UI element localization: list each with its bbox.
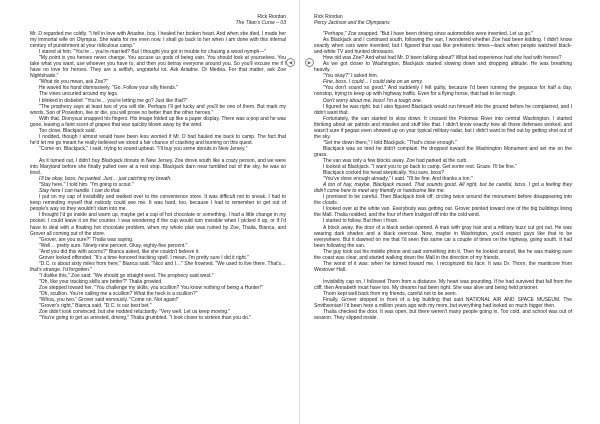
left-running-head: [30, 14, 286, 26]
paragraph: I started to follow. But then I froze.: [323, 218, 399, 225]
paragraph: "Whoa, you two," Grover said nervously. "Come on. Not again!": [39, 297, 179, 304]
left-page-body: [30, 31, 286, 321]
paragraph: "Set me down there," I told Blackjack. "That's close enough.": [323, 139, 457, 146]
paragraph: Grover looked offended. "It's a time-honored tracking spell. I mean, I'm pretty sure I did it right.": [39, 254, 249, 261]
paragraph: I thought I'd go inside and warm up, maybe get a cup of hot chocolate or something. I had a little change in my pocket. I could leave it on the counter. I was wondering if the cup would turn invisible when I picked it up, or if I'd have to deal with a floating hot chocolate problem, when my whole plan was ruined by Zoe, Thalia, Bianca, and Grover all coming out of the store.: [30, 212, 286, 237]
paragraph: Blackjack was so tired he didn't complain. He dropped toward the Washington Monument and set me on the grass.: [314, 145, 572, 158]
paragraph: I promised to be careful. Then Blackjack took off, circling twice around the monument before disappearing into the clouds.: [314, 194, 572, 207]
paragraph: "I dislike this," Zoe said. "We should go straight west. The prophecy said west.": [39, 272, 214, 279]
paragraph: I nodded, though I almost would have been less worried if Mr. D had hauled me back to camp. The fact that he'd let me go meant he really believed we stood a fair chance of crashing and burning on this quest.: [30, 133, 286, 146]
paragraph: "My point is you heroes never change. You accuse us gods of being vain. You should look at yourselves. You take what you want, use whoever you have to, and then you betray everyone around you. So you'll excuse me if I have no love for heroes. They are a selfish, ungrateful lot. Ask Ariadne. Or Medea. For that matter, ask Zoe Nightshade.": [30, 55, 286, 80]
paragraph: Don't worry about me, boss! I'm a tough one.: [323, 97, 423, 104]
paragraph: As Blackjack and I continued south, following the van, I wondered whether Zoe had been kidding. I didn't know exactly when cars were invented, but I figured that was like prehistoric times—back when people watched black-and-white TV and hunted dinosaurs.: [314, 37, 572, 56]
right-header-author: Rick Riordan: [314, 14, 343, 20]
paragraph: "D.C. is about sixty miles from here," Bianca said. "Nico and I…" She frowned. "We used to live there. That's… that's strange. I'd forgotten.": [30, 260, 286, 273]
paragraph: I figured he was right, but I also figured Blackjack would run himself into the ground before he complained, and I didn't want that.: [314, 103, 572, 116]
paragraph: A ton of hay, maybe, Blackjack mused. That sounds good. All right, but be careful, boss. I got a feeling they didn't come here to meet any friendly or handsome like me.: [314, 182, 572, 195]
paragraph: Thalia checked the door. It was open, but there weren't many people going in. Too cold, and school was out of session. They slipped inside.: [314, 309, 572, 322]
paragraph: How old was Zoe? And what had Mr. D been talking about? What bad experience had she had with heroes?: [323, 55, 562, 62]
paragraph: I looked at Blackjack. "I want you to go back to camp. Get some rest. Graze. I'll be fine.": [323, 164, 518, 171]
right-running-head: [314, 14, 572, 26]
paragraph: As it turned out, I didn't buy Blackjack donuts in New Jersey. Zoe drove south like a crazy person, and we were into Maryland before she finally pulled over at a rest stop. Blackjack darn near tumbled out of the sky, he was so tired.: [30, 157, 286, 177]
paragraph: As we got closer to Washington, Blackjack started slowing down and dropping altitude. He was breathing heavily.: [314, 61, 572, 74]
paragraph: "Perhaps," Zoe snapped. "But I have been driving since automobiles were invented. Let us go.": [323, 31, 534, 37]
paragraph: "The prophecy says at least two of you will die. Perhaps I'll get lucky and you'll be one of them. But mark my words, Son of Poseidon, live or die, you will prove no better than the other heroes.": [30, 103, 286, 116]
paragraph: He waved his hand dismissively. "Go. Follow your silly friends.": [39, 85, 179, 92]
paragraph: "You don't sound so good." And suddenly I felt guilty, because I'd been running the pegasus for half a day, nonstop, trying to keep up with highway traffic. Even for a flying horse, that had to be rough.: [314, 85, 572, 98]
paragraph: With that, Dionysus snapped his fingers. His image folded up like a paper display. There was a pop and he was gone, leaving a faint scent of grapes that was quickly blown away by the wind.: [30, 115, 286, 128]
paragraph: I stared at him. "You're… you're married? But I thought you got in trouble for chasing a wood nymph—": [39, 49, 267, 56]
paragraph: The vines uncurled around my legs.: [39, 91, 119, 98]
left-header-author: Rick Riordan: [257, 14, 286, 20]
paragraph: Finally, Grover stopped in front of a big building that said NATIONAL AIR AND SPACE MUSEUM. The Smithsonian! I'd been here a million years ago with my mom, but everything had looked so much bigger then.: [314, 297, 572, 310]
paragraph: I'll be okay, boss, he panted. Just… just catching my breath.: [39, 176, 172, 183]
paragraph: Invisibility cap on, I followed Thorn from a distance. My heart was pounding. If he had survived that fall from the cliff, then Annabeth must have too. My dreams had been right. She was alive and being held prisoner.: [314, 278, 572, 291]
paragraph: "Stay here," I told him. "I'm going to scout.": [39, 182, 134, 189]
paragraph: "What do you mean, ask Zoe?": [39, 79, 108, 86]
paragraph: "Grover's right," Bianca said. "D.C. is our best bet.": [39, 303, 152, 310]
paragraph: "Oh, like your tracking skills are better?" Thalia growled.: [39, 278, 163, 285]
right-page-body: [314, 31, 572, 321]
paragraph: "And you did this with acorns?" Bianca asked, like she couldn't believe it.: [39, 248, 200, 255]
paragraph: "You okay?" I asked him.: [323, 73, 379, 80]
paragraph: "Grover, are you sure?" Thalia was saying.: [39, 236, 134, 243]
paragraph: Stay here I can handle. I can do that.: [39, 188, 121, 195]
paragraph: Too close, Blackjack said.: [39, 127, 96, 134]
paragraph: Thorn kept well back from my friends, careful not to be seen.: [323, 291, 457, 298]
paragraph: "Well… pretty sure. Ninety-nine percent. Okay, eighty-five percent.": [39, 242, 188, 249]
paragraph: The worst of it was: when he turned toward me, I recognized his face. It was Dr. Thorn, the manticore from Westover Hall.: [314, 260, 572, 273]
paragraph: Fortunately, the van started to slow down. It crossed the Potomac River into central Washington. I started thinking about air patrols and missiles and stuff like that. I didn't know exactly how all those defenses worked, and wasn't sure if pegasi even showed up on your typical military radar, but I didn't want to find out by getting shot out of the sky.: [314, 115, 572, 140]
previous-page-button[interactable]: ◀: [286, 58, 295, 67]
paragraph: The van was only a few blocks away. Zoe had parked at the curb.: [323, 157, 468, 164]
paragraph: I blinked in disbelief. "You're… you're letting me go? Just like that?": [39, 97, 188, 104]
next-page-button[interactable]: ▶: [305, 58, 314, 67]
paragraph: Blackjack cocked his head skeptically. You sure, boss?: [323, 170, 445, 177]
paragraph: "Come on, Blackjack," I said, trying to sound upbeat. "I'll buy you some donuts in New Jersey.": [39, 145, 248, 152]
paragraph: "You've done enough already," I said. "I'll be fine. And thanks a ton.": [323, 176, 473, 183]
right-header-book-title: Percy Jackson and the Olympians: [314, 20, 390, 26]
paragraph: Zoe didn't look convinced, but she nodded reluctantly. "Very well. Let us keep moving.": [39, 309, 231, 316]
left-header-book-title: The Titan's Curse – 03: [235, 20, 286, 26]
paragraph: Fine, boss. I could… I could take on an army.: [323, 79, 423, 86]
paragraph: Mr. D regarded me coldly. "I fell in love with Ariadne, boy. I healed her broken heart. And when she died, I made her my immortal wife on Olympus. She waits for me even now. I shall go back to her when I am done with this infernal century of punishment at your ridiculous camp.": [30, 31, 286, 50]
paragraph: "You're going to get us arrested, driving," Thalia grumbled. "I look closer to sixteen than you do.": [39, 315, 252, 322]
paragraph: Zoe stepped toward her. "You challenge my skills, you scullion? You know nothing of being a Hunter!": [39, 284, 263, 291]
paragraph: The guy took out his mobile phone and said something into it. Then he looked around, like he was making sure the coast was clear, and started walking down the Mall in the direction of my friends.: [314, 248, 572, 261]
paragraph: A block away, the door of a black sedan opened. A man with gray hair and a military buzz cut got out. He was wearing dark shades and a black overcoat. Now, maybe in Washington, you'd expect guys like that to be everywhere. But it dawned on me that I'd seen this same car a couple of times on the highway, going south. It had been following the van.: [314, 224, 572, 249]
right-page: [300, 0, 600, 424]
paragraph: "Oh, scullion. You're calling me a scullion? What the heck is a scullion?": [39, 291, 198, 298]
paragraph: I looked over at the white van. Everybody was getting out. Grover pointed toward one of the big buildings lining the Mall. Thalia nodded, and the four of them trudged off into the cold wind.: [314, 206, 572, 219]
paragraph: I put on my cap of invisibility and walked over to the convenience store. It was difficult not to sneak. I had to keep reminding myself that nobody could see me. It was hard, too, because I had to remember to get out of people's way so they wouldn't slam into me.: [30, 194, 286, 213]
